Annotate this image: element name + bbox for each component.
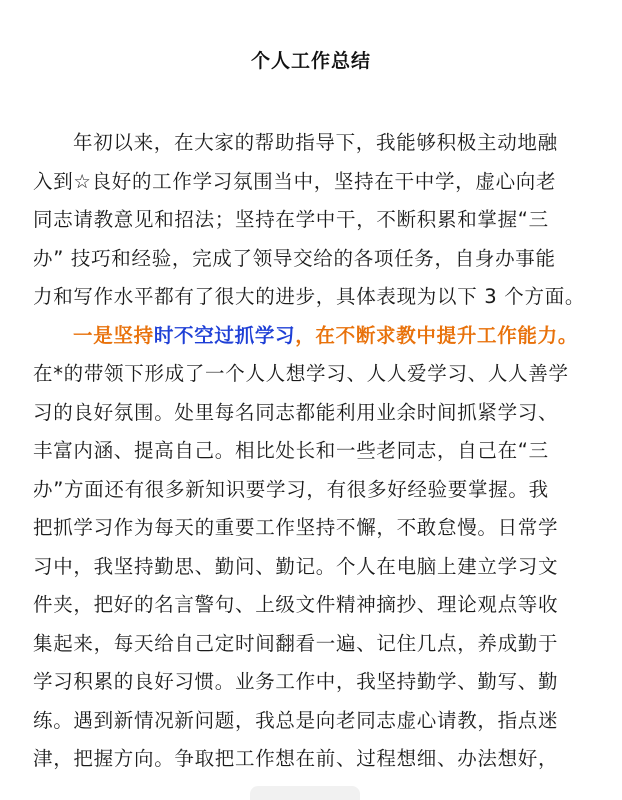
paragraph-line: 把抓学习作为每天的重要工作坚持不懈，不敢怠慢。日常学 bbox=[33, 516, 559, 539]
document-body bbox=[33, 124, 589, 779]
paragraph-line: 在*的带领下形成了一个人人想学习、人人爱学习、人人善学 bbox=[33, 362, 569, 385]
paragraph-line: 丰富内涵、提高自己。相比处长和一些老同志，自己在“三 bbox=[33, 439, 549, 462]
heading-part-1: 一是坚持 bbox=[73, 323, 154, 347]
paragraph-line: 件夹，把好的名言警句、上级文件精神摘抄、理论观点等收 bbox=[33, 593, 559, 616]
paragraph-line: 入到☆良好的工作学习氛围当中，坚持在干中学，虚心向老 bbox=[33, 169, 557, 193]
paragraph-line: 年初以来，在大家的帮助指导下，我能够积极主动地融 bbox=[73, 131, 558, 154]
paragraph-line: 同志请教意见和招法；坚持在学中干，不断积累和掌握“三 bbox=[33, 208, 549, 231]
section-heading bbox=[33, 317, 589, 356]
paragraph-line: 办”方面还有很多新知识要学习，有很多好经验要掌握。我 bbox=[33, 477, 549, 501]
paragraph-line: 习的良好氛围。处里每名同志都能利用业余时间抓紧学习、 bbox=[33, 400, 559, 424]
paragraph-line: 习中，我坚持勤思、勤问、勤记。个人在电脑上建立学习文 bbox=[33, 554, 559, 578]
paragraph-line: 练。遇到新情况新问题，我总是向老同志虚心请教，指点迷 bbox=[33, 708, 559, 732]
page-title: 个人工作总结 bbox=[250, 50, 371, 72]
paragraph-line: 力和写作水平都有了很大的进步，具体表现为以下 3 个方面。 bbox=[33, 285, 586, 308]
paragraph-line: 办” 技巧和经验，完成了领导交给的各项任务，自身办事能 bbox=[33, 246, 556, 270]
paragraph-line: 津，把握方向。争取把工作想在前、过程想细、办法想好， bbox=[33, 747, 559, 770]
paragraph-line: 学习积累的良好习惯。业务工作中，我坚持勤学、勤写、勤 bbox=[33, 670, 559, 693]
scroll-handle[interactable] bbox=[250, 786, 360, 800]
paragraph-line: 集起来，每天给自己定时间翻看一遍、记住几点，养成勤于 bbox=[33, 631, 559, 655]
heading-part-2: 时不空过抓学习 bbox=[153, 323, 296, 347]
heading-part-3: ，在不断求教中提升工作能力。 bbox=[295, 323, 579, 347]
